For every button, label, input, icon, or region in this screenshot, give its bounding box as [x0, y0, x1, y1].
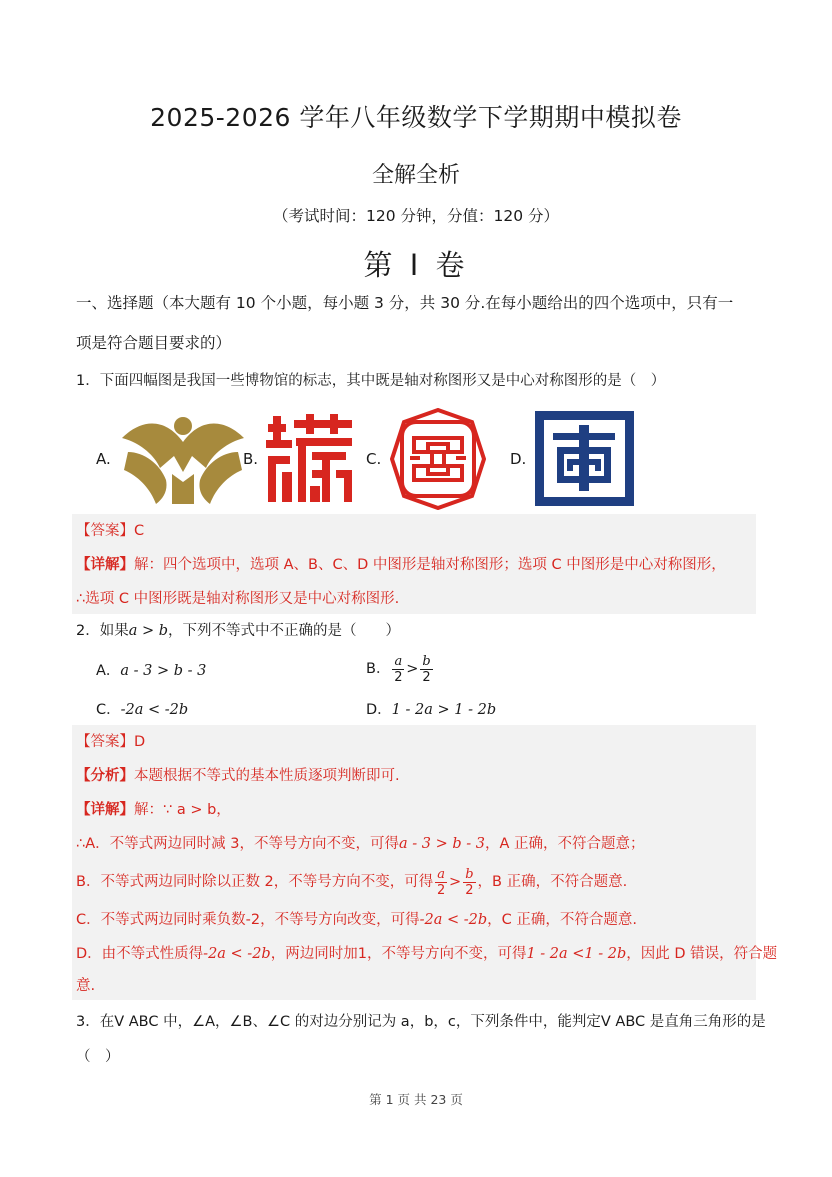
q2-analysis-tag: 【分析】: [76, 768, 134, 784]
q2-detail-line-a: [76, 834, 645, 854]
q2-line-b-post: ，B 正确，不符合题意.: [477, 874, 628, 890]
q2-line-c-post: ，C 正确，不符合题意.: [487, 912, 637, 928]
q1-option-a-label: A.: [96, 450, 111, 468]
q2-option-b-den1: 2: [394, 669, 403, 685]
exam-info: （考试时间：120 分钟，分值：120 分）: [272, 207, 560, 225]
q2-line-b-pre: B．不等式两边同时除以正数 2，不等号方向不变，可得: [76, 874, 434, 890]
q2-option-c-expr: -2a < -2b: [120, 702, 189, 718]
q1-detail-tag: 【详解】: [76, 557, 134, 573]
q1-stem: 1．下面四幅图是我国一些博物馆的标志，其中既是轴对称图形又是中心对称图形的是（ ）: [76, 373, 666, 389]
q2-line-b-den1: 2: [437, 882, 446, 898]
q2-detail-intro-text: 解：∵ a > b，: [134, 802, 231, 818]
q2-detail-line-d-wrap: 意.: [76, 978, 96, 994]
q2-line-a-expr: a - 3 > b - 3: [398, 836, 485, 852]
q2-detail-line-c: [76, 910, 637, 930]
q1-option-d-logo: [535, 411, 634, 506]
q1-option-b-logo: [264, 414, 356, 506]
q2-answer: 【答案】D: [76, 734, 146, 750]
section-heading-line1: 一、选择题（本大题有 10 个小题，每小题 3 分，共 30 分.在每小题给出的四个选项中，只有一: [76, 294, 734, 312]
q2-option-b-num1: a: [394, 653, 403, 669]
q2-stem: [76, 620, 400, 642]
q1-detail-line2: ∴选项 C 中图形既是轴对称图形又是中心对称图形.: [76, 591, 400, 607]
volume-title: 第 Ⅰ 卷: [363, 248, 469, 282]
q3-stem-line2: （ ）: [76, 1049, 120, 1065]
q2-option-b-frac2: [420, 654, 432, 685]
q2-detail-line-b: [76, 866, 627, 898]
q1-option-a-logo: [120, 412, 246, 506]
q2-option-d: [366, 699, 496, 721]
q2-option-b-gt: >: [406, 661, 419, 677]
q2-option-a-expr: a - 3 > b - 3: [120, 663, 207, 679]
q2-line-b-frac2: [463, 867, 475, 898]
q2-line-b-num2: b: [465, 866, 474, 882]
q2-option-d-label: D．: [366, 702, 392, 718]
q2-stem-condition: a > b: [128, 623, 169, 639]
q1-detail-text: 解：四个选项中，选项 A、B、C、D 中图形是轴对称图形；选项 C 中图形是中心对称图形，: [134, 557, 726, 573]
q2-line-b-gt: >: [449, 874, 462, 890]
q2-analysis-text: 本题根据不等式的基本性质逐项判断即可.: [134, 768, 400, 784]
q2-option-b-frac1: [392, 654, 404, 685]
q2-analysis: [76, 766, 400, 786]
q2-line-b-num1: a: [437, 866, 446, 882]
q2-option-c: [96, 699, 188, 721]
q2-detail-line-d: [76, 944, 777, 964]
q2-line-d-post: ，因此 D 错误，符合题: [626, 946, 778, 962]
q2-line-b-den2: 2: [465, 882, 474, 898]
q2-line-a-pre: ∴A．不等式两边同时减 3，不等号方向不变，可得: [76, 836, 399, 852]
q2-option-b-den2: 2: [422, 669, 431, 685]
q2-option-d-expr: 1 - 2a > 1 - 2b: [391, 702, 497, 718]
page-subtitle: 全解全析: [371, 163, 460, 188]
q2-line-c-expr: -2a < -2b: [419, 912, 488, 928]
q2-detail-intro: [76, 800, 231, 820]
q1-option-d-label: D.: [510, 450, 527, 468]
q2-option-b-num2: b: [422, 653, 431, 669]
q2-option-b: [366, 652, 435, 686]
q2-line-d-mid: ，两边同时加1，不等号方向不变，可得: [270, 946, 527, 962]
q1-option-b-label: B.: [243, 450, 259, 468]
q2-line-d-pre: D．由不等式性质得: [76, 946, 204, 962]
q2-option-c-label: C．: [96, 702, 121, 718]
q2-stem-suffix: ，下列不等式中不正确的是（ ）: [168, 623, 401, 639]
q1-detail-line1: [76, 555, 726, 575]
q2-line-d-expr2: 1 - 2a <1 - 2b: [526, 946, 627, 962]
q2-line-c-pre: C．不等式两边同时乘负数-2，不等号方向改变，可得: [76, 912, 420, 928]
q1-option-c-label: C.: [366, 450, 382, 468]
q2-detail-tag: 【详解】: [76, 802, 134, 818]
page-footer: 第 1 页 共 23 页: [369, 1092, 463, 1107]
q1-option-c-logo: [390, 408, 486, 510]
q2-line-a-post: ，A 正确，不符合题意；: [484, 836, 645, 852]
q1-answer: 【答案】C: [76, 523, 145, 539]
q2-stem-prefix: 2．如果: [76, 623, 129, 639]
q2-option-a: [96, 660, 206, 682]
page-title: 2025-2026 学年八年级数学下学期期中模拟卷: [150, 103, 682, 132]
section-heading-line2: 项是符合题目要求的）: [76, 334, 232, 352]
q2-line-d-expr1: -2a < -2b: [203, 946, 271, 962]
q2-option-a-label: A．: [96, 663, 121, 679]
q2-option-b-label: B．: [366, 661, 391, 677]
q2-line-b-frac1: [435, 867, 447, 898]
q3-stem-line1: 3．在V ABC 中，∠A，∠B、∠C 的对边分别记为 a，b，c，下列条件中，能判定V ABC 是直角三角形的是: [76, 1014, 766, 1030]
